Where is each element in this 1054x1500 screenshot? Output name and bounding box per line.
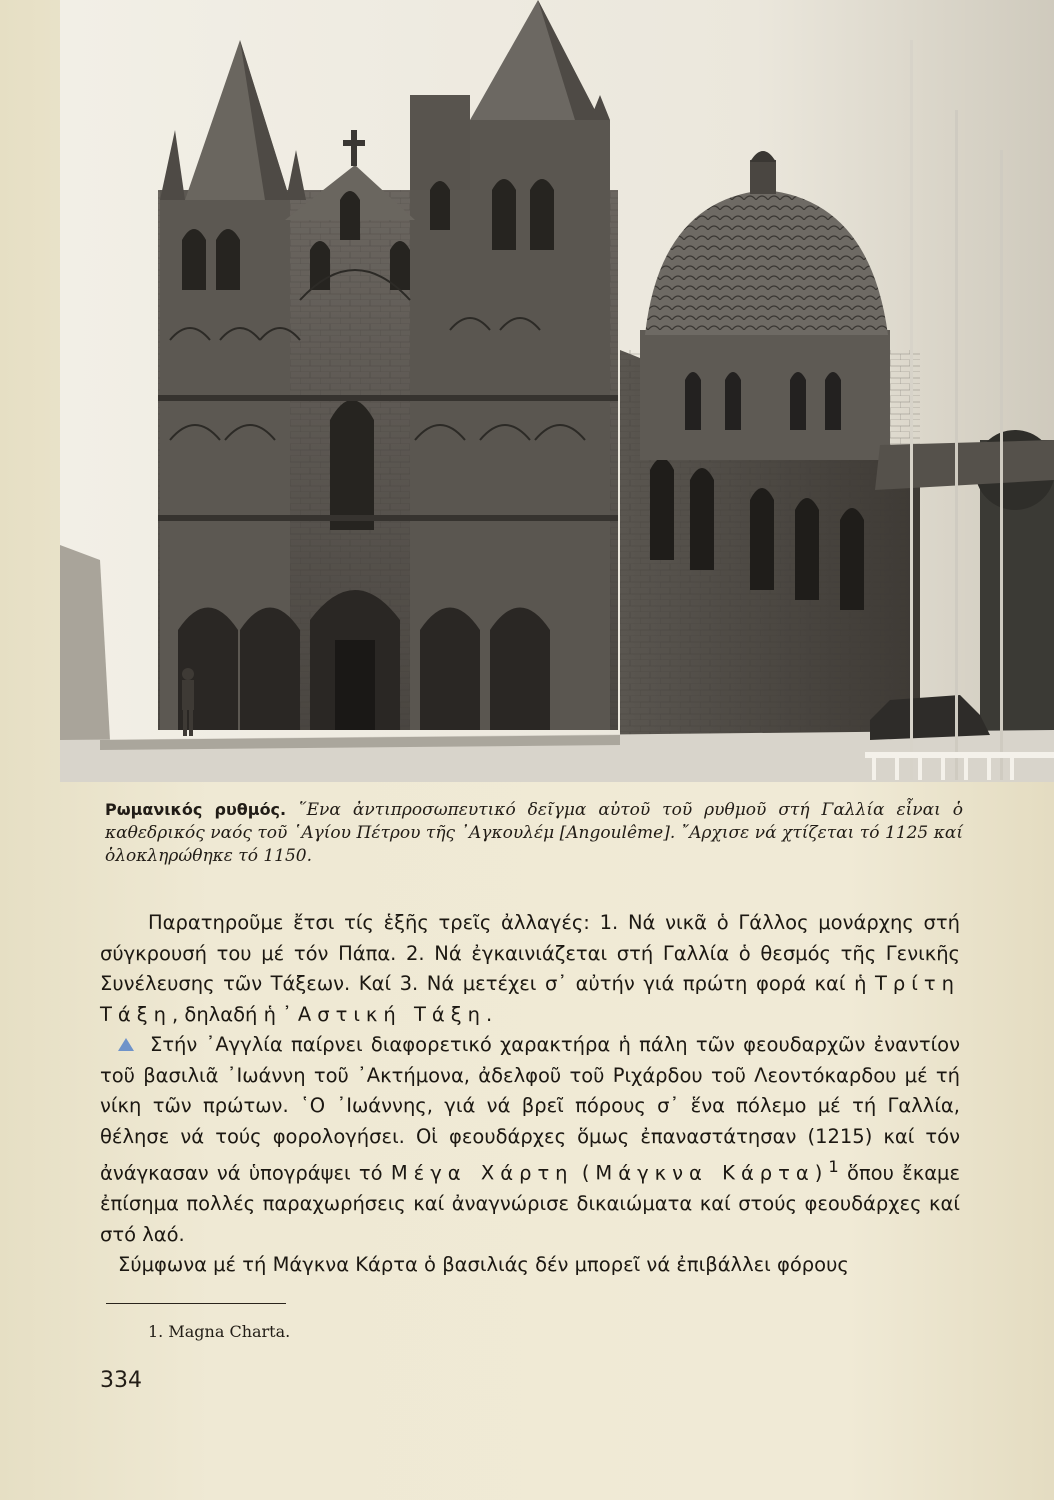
emphasis-magna-carta-greek: Μέγα Χάρτη xyxy=(390,1161,574,1185)
paragraph-1-end: . xyxy=(485,1002,493,1026)
paragraph-3: Σύμφωνα μέ τή Μάγκνα Κάρτα ὁ βασιλιάς δέν μπορεῖ νά ἐπιβάλλει φόρους xyxy=(118,1253,849,1276)
emphasis-third-estate: Τρίτη Τάξη xyxy=(100,972,960,1026)
body-text xyxy=(100,908,960,1281)
caption-text: ῞Ενα ἀντιπροσωπευτικό δεῖγμα αὐτοῦ τοῦ ρυθμοῦ στή Γαλλία εἶναι ὁ καθεδρικός ναός τοῦ ῾Αγίου Πέτρου τῆς ᾿Αγκουλέμ [Angoulême]. ῎Αρχισε νά χτίζεται τό 1125 καί ὁλοκληρώθηκε τό 1150. xyxy=(105,800,963,866)
paragraph-2-text-b: ὅπου ἔκαμε ἐπίσημα πολλές παραχωρήσεις καί ἀναγνώρισε δικαιώματα καί στούς φεουδάρχες καί στό λαό. xyxy=(100,1161,961,1246)
paragraph-2-text: Στήν ᾿Αγγλία παίρνει διαφορετικό χαρακτήρα ἡ πάλη τῶν φεουδαρχῶν ἐναντίον τοῦ βασιλιᾶ ᾿Ιωάννη τοῦ ᾿Ακτήμονα, ἀδελφοῦ τοῦ Ριχάρδου τοῦ Λεοντόκαρδου μέ τή νίκη τῶν πρώτων. ῾Ο ᾿Ιωάννης, γιά νά βρεῖ πόρους σ᾿ ἕνα πόλεμο μέ τή Γαλλία, θέλησε νά τούς φορολογήσει. Οἱ φεουδάρχες ὅμως ἐπαναστάτησαν (1215) καί τόν ἀνάγκασαν νά ὑπογράψει τό xyxy=(100,1033,960,1185)
paragraph-2 xyxy=(100,1030,960,1250)
paragraph-1 xyxy=(100,908,960,1030)
caption-title: Ρωμανικός ρυθμός. xyxy=(105,800,287,819)
photo-caption xyxy=(105,798,963,868)
paragraph-1-text-b: , δηλαδή ἡ xyxy=(172,1002,276,1026)
triangle-icon xyxy=(118,1038,134,1051)
footnote-divider xyxy=(106,1303,286,1304)
emphasis-bourgeoisie: ᾿Αστική Τάξη xyxy=(282,1002,486,1026)
page-number: 334 xyxy=(100,1368,142,1393)
footnote-marker: 1 xyxy=(828,1157,839,1176)
cathedral-photograph xyxy=(60,0,1054,782)
footnote: 1. Magna Charta. xyxy=(148,1322,291,1341)
emphasis-magna-carta: (Μάγκνα Κάρτα) xyxy=(581,1161,829,1185)
paragraph-1-text: Παρατηροῦμε ἔτσι τίς ἑξῆς τρεῖς ἀλλαγές: 1. Νά νικᾶ ὁ Γάλλος μονάρχης στή σύγκρουσή του μέ τόν Πάπα. 2. Νά ἐγκαινιάζεται στή Γαλλία ὁ θεσμός τῆς Γενικῆς Συνέλευσης τῶν Τάξεων. Καί 3. Νά μετέχει σ᾿ αὐτήν γιά πρώτη φορά καί ἡ xyxy=(100,911,960,995)
